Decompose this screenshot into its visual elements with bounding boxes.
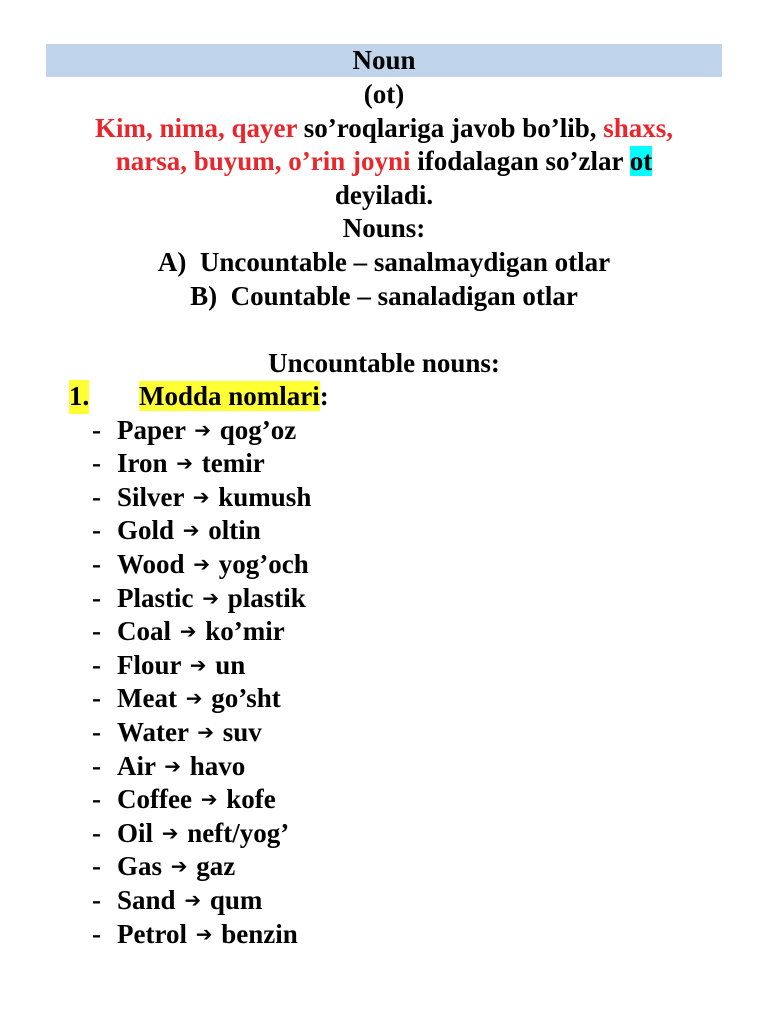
- uzbek-word: plastik: [227, 582, 306, 613]
- list-item-text: [117, 850, 235, 884]
- intro-section: [40, 78, 728, 380]
- uzbek-word: ko’mir: [205, 616, 285, 647]
- list-item: [0, 716, 768, 750]
- right-arrow-icon: ➔: [200, 787, 218, 812]
- type-letter: A): [157, 246, 187, 277]
- list-dash: -: [92, 649, 101, 680]
- category-label: Modda nomlari: [139, 381, 320, 411]
- category-colon: :: [319, 381, 329, 411]
- title-bar: [46, 44, 722, 77]
- english-word: Oil: [117, 817, 154, 848]
- uzbek-word: go’sht: [211, 683, 281, 714]
- list-item-text: [117, 884, 262, 918]
- uzbek-word: temir: [201, 448, 265, 479]
- list-item: [0, 548, 768, 582]
- list-dash: -: [92, 884, 101, 915]
- list-dash: -: [92, 582, 101, 613]
- list-dash: -: [92, 683, 101, 714]
- right-arrow-icon: ➔: [182, 518, 200, 543]
- uzbek-word: kofe: [226, 784, 276, 815]
- category-title: [139, 380, 329, 414]
- english-word: Sand: [117, 884, 176, 915]
- uzbek-word: un: [215, 649, 246, 680]
- list-dash: -: [92, 716, 101, 747]
- list-item-text: [117, 716, 262, 750]
- list-item: [0, 481, 768, 515]
- definition-questions: Kim, nima, qayer: [94, 112, 297, 143]
- list-item-text: [117, 615, 285, 649]
- uzbek-word: benzin: [221, 918, 298, 949]
- type-item-a: [40, 246, 728, 280]
- list-dash: -: [92, 750, 101, 781]
- list-item-text: [117, 514, 261, 548]
- list-item-text: [117, 481, 311, 515]
- list-dash: -: [92, 548, 101, 579]
- list-item-text: [117, 447, 265, 481]
- list-item: [0, 682, 768, 716]
- noun-list-section: [0, 380, 768, 951]
- list-item-text: [117, 750, 245, 784]
- list-item: [0, 918, 768, 952]
- right-arrow-icon: ➔: [184, 887, 202, 912]
- type-text: Countable – sanaladigan otlar: [230, 280, 578, 311]
- right-arrow-icon: ➔: [202, 585, 219, 610]
- list-item-text: [117, 649, 245, 683]
- spacer: [40, 313, 728, 347]
- category-heading: [0, 380, 768, 414]
- english-word: Silver: [117, 481, 184, 512]
- definition-text-1: so’roqlariga javob bo’lib,: [296, 112, 604, 143]
- list-item: [0, 582, 768, 616]
- list-dash: -: [92, 851, 101, 882]
- right-arrow-icon: ➔: [161, 820, 179, 845]
- uzbek-word: yog’och: [218, 548, 309, 579]
- list-dash: -: [92, 515, 101, 546]
- right-arrow-icon: ➔: [170, 854, 188, 879]
- list-item-text: [117, 548, 309, 582]
- right-arrow-icon: ➔: [185, 686, 203, 711]
- list-dash: -: [92, 448, 101, 479]
- right-arrow-icon: ➔: [197, 719, 214, 744]
- list-item: [0, 649, 768, 683]
- type-letter: B): [190, 280, 218, 311]
- english-word: Flour: [117, 649, 182, 680]
- list-dash: -: [92, 817, 101, 848]
- list-item-text: [117, 682, 281, 716]
- list-item: [0, 850, 768, 884]
- uzbek-word: neft/yog’: [187, 817, 290, 848]
- english-word: Coal: [117, 616, 171, 647]
- noun-list: [0, 414, 768, 952]
- list-item: [0, 615, 768, 649]
- right-arrow-icon: ➔: [195, 921, 213, 946]
- english-word: Gas: [117, 851, 163, 882]
- uzbek-word: qum: [209, 884, 263, 915]
- category-number: 1.: [69, 380, 89, 414]
- highlighted-term: ot: [629, 146, 653, 177]
- right-arrow-icon: ➔: [194, 417, 212, 442]
- definition-paragraph: [40, 112, 728, 213]
- list-dash: -: [92, 918, 101, 949]
- list-item-text: [117, 582, 306, 616]
- list-item: [0, 783, 768, 817]
- list-dash: -: [92, 414, 101, 445]
- definition-meanings-1: shaxs,: [603, 112, 674, 143]
- list-item: [0, 514, 768, 548]
- definition-meanings-2: narsa, buyum, o’rin joyni: [115, 146, 411, 177]
- uzbek-word: kumush: [218, 481, 312, 512]
- list-item: [0, 447, 768, 481]
- list-dash: -: [92, 784, 101, 815]
- list-item: [0, 817, 768, 851]
- list-item-text: [117, 918, 298, 952]
- list-item-text: [117, 817, 289, 851]
- right-arrow-icon: ➔: [193, 551, 211, 576]
- english-word: Meat: [117, 683, 177, 714]
- uzbek-word: oltin: [208, 515, 261, 546]
- page-subtitle: (ot): [363, 79, 405, 109]
- list-dash: -: [92, 481, 101, 512]
- type-text: Uncountable – sanalmaydigan otlar: [199, 246, 611, 277]
- uncountable-heading: Uncountable nouns:: [268, 347, 500, 378]
- list-dash: -: [92, 616, 101, 647]
- english-word: Coffee: [117, 784, 192, 815]
- right-arrow-icon: ➔: [192, 484, 210, 509]
- english-word: Paper: [117, 414, 186, 445]
- uzbek-word: qog’oz: [219, 414, 297, 445]
- uzbek-word: gaz: [196, 851, 236, 882]
- right-arrow-icon: ➔: [179, 619, 197, 644]
- uzbek-word: suv: [222, 716, 262, 747]
- definition-text-2: ifodalagan so’zlar: [410, 146, 630, 177]
- list-item-text: [117, 414, 296, 448]
- list-item: [0, 750, 768, 784]
- right-arrow-icon: ➔: [164, 753, 182, 778]
- definition-text-3: deyiladi.: [334, 179, 434, 210]
- english-word: Plastic: [117, 582, 194, 613]
- uzbek-word: havo: [189, 750, 246, 781]
- list-item: [0, 414, 768, 448]
- english-word: Air: [117, 750, 156, 781]
- english-word: Gold: [117, 515, 175, 546]
- list-item: [0, 884, 768, 918]
- right-arrow-icon: ➔: [176, 451, 194, 476]
- english-word: Wood: [117, 548, 185, 579]
- list-item-text: [117, 783, 276, 817]
- nouns-heading: Nouns:: [342, 213, 426, 244]
- right-arrow-icon: ➔: [189, 652, 207, 677]
- english-word: Petrol: [117, 918, 187, 949]
- type-item-b: [40, 280, 728, 314]
- english-word: Water: [117, 716, 189, 747]
- page-title: Noun: [352, 45, 416, 75]
- english-word: Iron: [117, 448, 168, 479]
